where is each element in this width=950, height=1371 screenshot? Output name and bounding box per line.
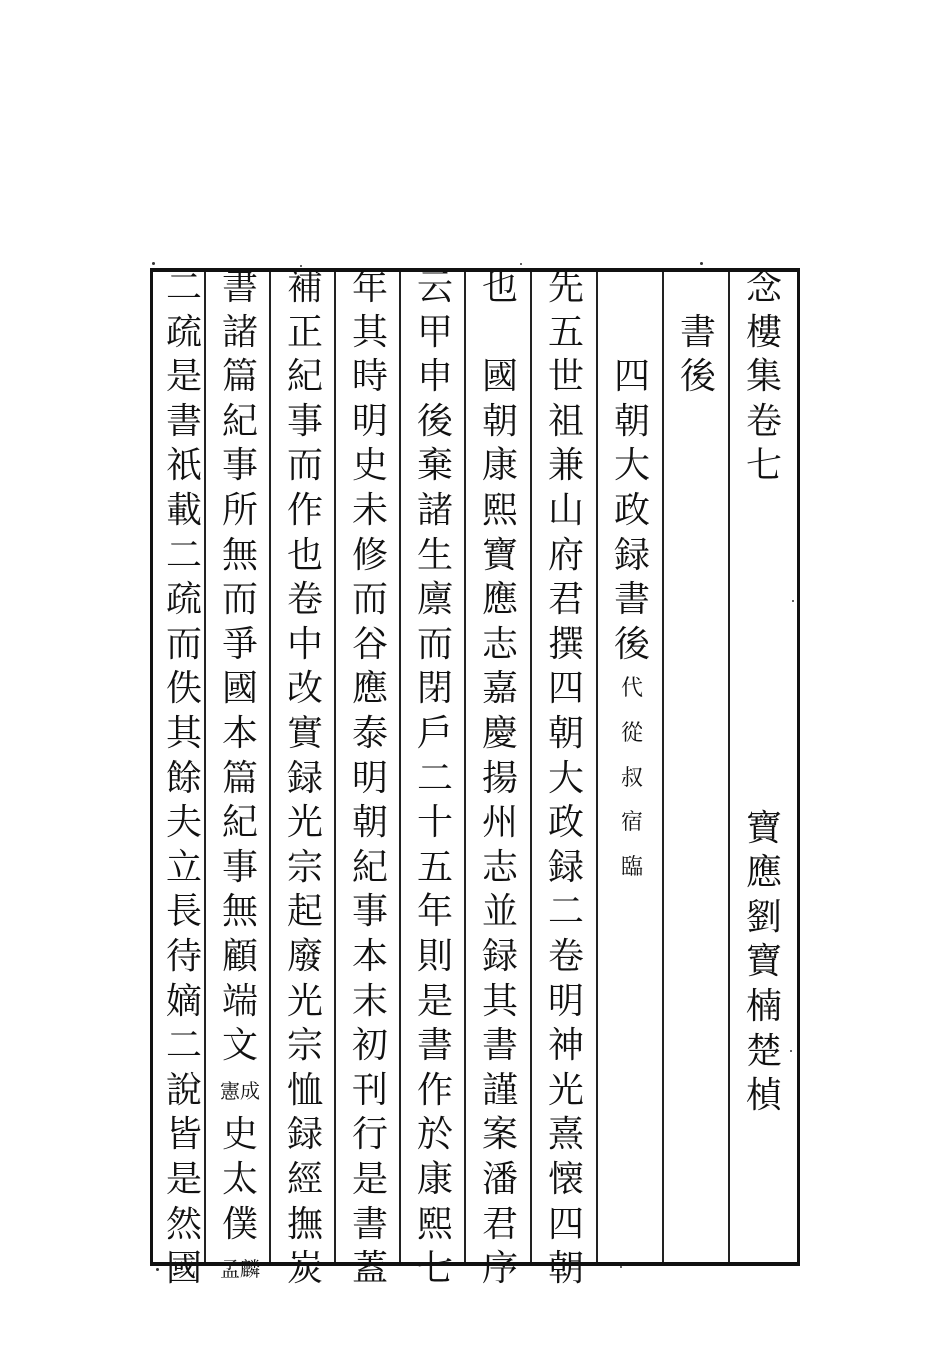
- glyph: 念: [745, 267, 782, 308]
- glyph: 志: [481, 846, 518, 888]
- glyph: 府: [547, 534, 584, 576]
- glyph: 後: [416, 400, 453, 442]
- glyph: 而: [416, 623, 453, 665]
- ink-speck: [520, 263, 522, 265]
- glyph: 紀: [351, 846, 388, 888]
- glyph: 四: [547, 668, 584, 710]
- glyph: 書: [351, 1203, 388, 1245]
- glyph: 皆: [165, 1114, 202, 1156]
- glyph: 兼: [547, 445, 584, 487]
- ink-speck: [700, 262, 703, 265]
- glyph: 山: [547, 490, 584, 531]
- glyph: 朝: [613, 400, 650, 442]
- glyph: 所: [221, 490, 258, 531]
- glyph: 紀: [221, 400, 258, 442]
- glyph: 先: [547, 267, 584, 308]
- glyph: 州: [481, 802, 518, 844]
- glyph: 朝: [547, 713, 584, 754]
- glyph: 申: [416, 356, 453, 398]
- glyph: 初: [351, 1025, 388, 1067]
- glyph: 康: [416, 1159, 453, 1200]
- glyph: 閉: [416, 668, 453, 710]
- glyph: 後: [679, 356, 716, 398]
- text-column-5: [468, 267, 532, 1290]
- glyph: 事: [351, 891, 388, 933]
- glyph: 無: [221, 891, 258, 933]
- glyph: 說: [165, 1069, 202, 1111]
- glyph: 待: [165, 936, 202, 977]
- glyph: 十: [416, 802, 453, 844]
- glyph: 改: [286, 668, 323, 710]
- text-column-3: [600, 272, 664, 1262]
- glyph: 光: [286, 980, 323, 1022]
- glyph: 末: [351, 980, 388, 1022]
- glyph: 嫡: [165, 980, 202, 1022]
- glyph: 神: [547, 1025, 584, 1067]
- glyph: 録: [547, 846, 584, 888]
- glyph: 孟麟: [220, 1257, 260, 1282]
- glyph: 年: [416, 891, 453, 933]
- glyph: 作: [416, 1069, 453, 1111]
- glyph: 朝: [547, 1248, 584, 1290]
- glyph: 祇: [165, 445, 202, 487]
- glyph: 宿: [620, 810, 643, 836]
- glyph: 撫: [286, 1203, 323, 1245]
- ink-speck: [620, 1266, 622, 1268]
- glyph: 明: [547, 980, 584, 1022]
- glyph: 起: [286, 891, 323, 933]
- glyph: 慶: [481, 713, 518, 754]
- glyph: 臨: [620, 854, 643, 880]
- glyph: 未: [351, 490, 388, 531]
- text-column-8: [273, 267, 337, 1290]
- glyph: 政: [613, 490, 650, 531]
- glyph: 宗: [286, 1025, 323, 1067]
- glyph: 國: [481, 356, 518, 398]
- glyph: 謹: [481, 1069, 518, 1111]
- glyph: 叔: [620, 765, 643, 791]
- glyph: 泰: [351, 713, 388, 754]
- glyph: 應: [481, 579, 518, 621]
- glyph: 大: [613, 445, 650, 487]
- glyph: 顧: [221, 936, 258, 977]
- glyph: 無: [221, 534, 258, 576]
- glyph: 本: [221, 713, 258, 754]
- glyph: 恤: [286, 1069, 323, 1111]
- glyph: 四: [547, 1203, 584, 1245]
- glyph: 中: [286, 623, 323, 665]
- glyph: 二: [165, 267, 202, 308]
- glyph: 佚: [165, 668, 202, 710]
- glyph: 卷: [286, 579, 323, 621]
- glyph: 並: [481, 891, 518, 933]
- glyph: 二: [165, 1025, 202, 1067]
- glyph: 卷: [547, 936, 584, 977]
- glyph: 録: [481, 936, 518, 977]
- glyph: 則: [416, 936, 453, 977]
- glyph: 光: [286, 802, 323, 844]
- glyph: 經: [286, 1159, 323, 1200]
- ink-speck: [152, 262, 155, 265]
- glyph: 書: [165, 400, 202, 442]
- text-column-2: [666, 272, 730, 1262]
- glyph: 寶: [481, 534, 518, 576]
- glyph: 七: [416, 1248, 453, 1290]
- glyph: 宗: [286, 846, 323, 888]
- glyph: 餘: [165, 757, 202, 799]
- glyph: 書: [481, 1025, 518, 1067]
- ink-speck: [156, 1268, 159, 1271]
- glyph: 正: [286, 311, 323, 353]
- glyph: 代: [620, 676, 643, 702]
- glyph: 行: [351, 1114, 388, 1156]
- glyph: 書: [221, 267, 258, 308]
- glyph: 憲成: [220, 1078, 260, 1103]
- glyph: 君: [547, 579, 584, 621]
- glyph: 五: [416, 846, 453, 888]
- glyph: 事: [286, 400, 323, 442]
- glyph: 其: [351, 311, 388, 353]
- glyph: 卷: [745, 400, 782, 442]
- glyph: 年: [351, 267, 388, 308]
- glyph: 五: [547, 311, 584, 353]
- glyph: 太: [221, 1159, 258, 1200]
- glyph: 懐: [547, 1159, 584, 1200]
- glyph: 從: [620, 721, 643, 746]
- glyph: 政: [547, 802, 584, 844]
- glyph: 也: [286, 534, 323, 576]
- glyph: 時: [351, 356, 388, 398]
- glyph: 應: [351, 668, 388, 710]
- glyph: 熙: [481, 490, 518, 531]
- glyph: 序: [481, 1248, 518, 1290]
- glyph: 棄: [416, 445, 453, 487]
- glyph: 事: [221, 846, 258, 888]
- glyph: 朝: [351, 802, 388, 844]
- glyph: 而: [286, 445, 323, 487]
- glyph: 明: [351, 757, 388, 799]
- glyph: 四: [613, 356, 650, 398]
- glyph: 志: [481, 623, 518, 665]
- glyph: 嘉: [481, 668, 518, 710]
- glyph: 本: [351, 936, 388, 977]
- glyph: 諸: [416, 490, 453, 531]
- glyph: 炭: [286, 1248, 323, 1290]
- glyph: 紀: [286, 356, 323, 398]
- glyph: 國: [165, 1248, 202, 1290]
- glyph: 刊: [351, 1069, 388, 1111]
- author-glyph: 楚: [745, 1030, 782, 1072]
- glyph: 然: [165, 1203, 202, 1245]
- glyph: 熹: [547, 1114, 584, 1156]
- glyph: 而: [221, 579, 258, 621]
- glyph: 事: [221, 445, 258, 487]
- glyph: 史: [221, 1114, 258, 1156]
- glyph: 是: [351, 1159, 388, 1200]
- glyph: 端: [221, 980, 258, 1022]
- text-column-7: [338, 267, 402, 1290]
- glyph: 而: [351, 579, 388, 621]
- author-glyph: 楨: [745, 1075, 782, 1117]
- glyph: 是: [416, 980, 453, 1022]
- glyph: 補: [286, 267, 323, 308]
- glyph: 世: [547, 356, 584, 398]
- glyph: 二: [547, 891, 584, 933]
- glyph: 夫: [165, 802, 202, 844]
- author-glyph: 寶: [745, 807, 782, 849]
- glyph: 甲: [416, 311, 453, 353]
- author-glyph: 劉: [745, 896, 782, 938]
- glyph: 篇: [221, 757, 258, 799]
- author-glyph: 應: [745, 852, 782, 894]
- glyph: 録: [613, 534, 650, 576]
- glyph: 七: [745, 445, 782, 487]
- glyph: 潘: [481, 1159, 518, 1200]
- glyph: 明: [351, 400, 388, 442]
- glyph: 文: [221, 1025, 258, 1067]
- glyph: 修: [351, 534, 388, 576]
- glyph: 國: [221, 668, 258, 710]
- glyph: 二: [165, 534, 202, 576]
- glyph: 光: [547, 1069, 584, 1111]
- ink-speck: [300, 265, 302, 267]
- glyph: 撰: [547, 623, 584, 665]
- glyph: 僕: [221, 1203, 258, 1245]
- glyph: 二: [416, 757, 453, 799]
- glyph: 載: [165, 490, 202, 531]
- glyph: 於: [416, 1114, 453, 1156]
- ink-speck: [792, 600, 794, 602]
- text-column-6: [403, 267, 467, 1290]
- glyph: 生: [416, 534, 453, 576]
- glyph: 揚: [481, 757, 518, 799]
- glyph: 廢: [286, 936, 323, 977]
- glyph: 朝: [481, 400, 518, 442]
- glyph: 録: [286, 1114, 323, 1156]
- glyph: 戶: [416, 713, 453, 754]
- glyph: 谷: [351, 623, 388, 665]
- glyph: 爭: [221, 623, 258, 665]
- glyph: 紀: [221, 802, 258, 844]
- glyph: 其: [481, 980, 518, 1022]
- glyph: 是: [165, 1159, 202, 1200]
- author-glyph: 寶: [745, 941, 782, 983]
- glyph: 篇: [221, 356, 258, 398]
- glyph: 是: [165, 356, 202, 398]
- glyph: 集: [745, 356, 782, 398]
- glyph: 録: [286, 757, 323, 799]
- glyph: 書: [613, 579, 650, 621]
- glyph: 祖: [547, 400, 584, 442]
- glyph: 康: [481, 445, 518, 487]
- glyph: 實: [286, 713, 323, 754]
- glyph: 其: [165, 713, 202, 754]
- glyph: 長: [165, 891, 202, 933]
- glyph: 廪: [416, 579, 453, 621]
- glyph: 立: [165, 846, 202, 888]
- glyph: 後: [613, 623, 650, 665]
- glyph: 疏: [165, 579, 202, 621]
- glyph: 樓: [745, 311, 782, 353]
- glyph: 君: [481, 1203, 518, 1245]
- glyph: 作: [286, 490, 323, 531]
- text-column-9: [208, 267, 272, 1282]
- glyph: 史: [351, 445, 388, 487]
- glyph: 而: [165, 623, 202, 665]
- glyph: 書: [679, 311, 716, 353]
- ink-speck: [790, 1050, 792, 1052]
- glyph: 熙: [416, 1203, 453, 1245]
- glyph: 大: [547, 757, 584, 799]
- glyph: 也: [481, 267, 518, 308]
- text-column-4: [534, 267, 598, 1290]
- glyph: 疏: [165, 311, 202, 353]
- author-column: [732, 272, 796, 1262]
- author-glyph: 楠: [745, 986, 782, 1027]
- text-column-10: [152, 267, 216, 1290]
- glyph: 案: [481, 1114, 518, 1156]
- glyph: 云: [416, 267, 453, 308]
- glyph: 書: [416, 1025, 453, 1067]
- glyph: 蓋: [351, 1248, 388, 1290]
- glyph: 諸: [221, 311, 258, 353]
